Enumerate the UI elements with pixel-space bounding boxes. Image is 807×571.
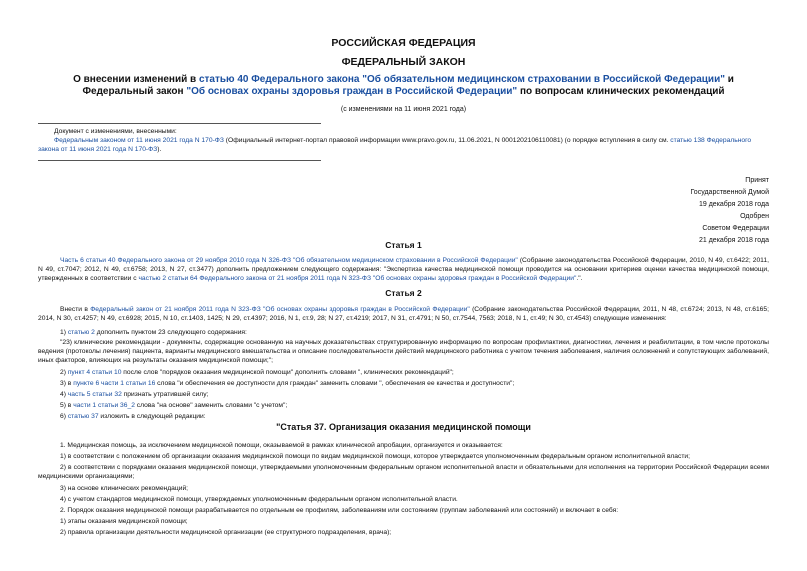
amendment-5-link[interactable]: части 1 статьи 36_2	[73, 402, 135, 409]
amendment-1: 1) статью 2 дополнить пунктом 23 следующего содержания:	[60, 329, 247, 336]
article-2-heading: Статья 2	[385, 288, 422, 298]
adoption-info: Принят Государственной Думой 19 декабря 2018 года Одобрен Советом Федерации 21 декабря 2018 года	[690, 177, 769, 244]
article-37-p4: 3) на основе клинических рекомендаций;	[60, 485, 189, 492]
article-1-heading: Статья 1	[385, 240, 422, 250]
article-1-text: Часть 6 статьи 40 Федерального закона от 29 ноября 2010 года N 326-ФЗ "Об обязательном медицинском страховании в Российской Федерации" (Собрание законодательства Российской Федерации, 2010, N 49, ст.6422; 2011, N 49, ст.7047; 2012, N 49, ст.6758; 2013, N 27, ст.3477) дополнить предложением следующего содержания: "Экспертиза качества медицинской помощи проводится на основании критериев оценки качества медицинской помощи, утвержденных в соответствии с частью 2 статьи 64 Федерального закона от 21 ноября 2011 года N 323-ФЗ "Об основах охраны здоровья граждан в Российской Федерации".".	[38, 257, 769, 282]
divider-top	[38, 123, 321, 124]
article-37-p2: 1) в соответствии с положением об организации оказания медицинской помощи по видам медицинской помощи, которое утверждается уполномоченным федеральным органом исполнительной власти;	[60, 453, 690, 460]
amendment-2: 2) пункт 4 статьи 10 после слов "порядков оказания медицинской помощи" дополнить словами ", клинических рекомендаций";	[60, 369, 454, 376]
changes-text: Федеральным законом от 11 июня 2021 года N 170-ФЗ (Официальный интернет-портал правовой информации www.pravo.gov.ru, 11.06.2021, N 0001202106110081) (о порядке вступления в силу см. статью 138 Федерального закона от 11 июня 2021 года N 170-ФЗ).	[38, 137, 752, 153]
article-37-p6: 2. Порядок оказания медицинской помощи разрабатывается по отдельным ее профилям, заболеваниям или состояниям (группам заболеваний или состояний) и включает в себя:	[60, 507, 619, 514]
amendment-2-link[interactable]: пункт 4 статьи 10	[67, 369, 122, 376]
article-37-p7: 1) этапы оказания медицинской помощи;	[60, 518, 188, 525]
article-37-p5: 4) с учетом стандартов медицинской помощи, утверждаемых уполномоченным федеральным органом исполнительной власти.	[60, 496, 458, 503]
changes-intro: Документ с изменениями, внесенными:	[54, 128, 177, 135]
divider-bottom	[38, 160, 321, 161]
changes-block	[38, 127, 769, 154]
amendment-1-quote: "23) клинические рекомендации - документы, содержащие основанную на научных доказательствах структурированную информацию по вопросам профилактики, диагностики, лечения и реабилитации, в том числе протоколы ведения (протоколы лечения) пациента, варианты медицинского вмешательства и описание последовательности действий медицинского работника с учетом течения заболевания, наличия осложнений и сопутствующих заболеваний, иных факторов, влияющих на результаты оказания медицинской помощи;";	[38, 339, 769, 364]
article-37-p8: 2) правила организации деятельности медицинской организации (ее структурного подразделения, врача);	[60, 529, 392, 536]
article-1-link-326fz[interactable]: Часть 6 статьи 40 Федерального закона от 29 ноября 2010 года N 326-ФЗ "Об обязательном медицинском страховании в Российской Федерации"	[60, 257, 518, 264]
amendment-1-link[interactable]: статью 2	[67, 329, 95, 336]
article-37-p1: 1. Медицинская помощь, за исключением медицинской помощи, оказываемой в рамках клинической апробации, организуется и оказывается:	[60, 442, 503, 449]
amendment-3: 3) в пункте 6 части 1 статьи 16 слова "и обеспечения ее доступности для граждан" заменить словами ", обеспечения ее качества и доступности";	[60, 380, 515, 387]
amendment-3-link[interactable]: пункте 6 части 1 статьи 16	[73, 380, 156, 387]
article-2-link-323fz[interactable]: Федеральный закон от 21 ноября 2011 года N 323-ФЗ "Об основах охраны здоровья граждан в Российской Федерации"	[90, 306, 470, 313]
law-type-heading: ФЕДЕРАЛЬНЫЙ ЗАКОН	[341, 56, 466, 68]
article-37-p3: 2) в соответствии с порядками оказания медицинской помощи, утверждаемыми уполномоченным федеральным органом исполнительной власти и обязательными для исполнения на территории Российской Федерации всеми медицинскими организациями;	[38, 464, 769, 480]
article-2-intro: Внести в Федеральный закон от 21 ноября 2011 года N 323-ФЗ "Об основах охраны здоровья граждан в Российской Федерации" (Собрание законодательства Российской Федерации, 2011, N 48, ст.6724; 2013, N 48, ст.6165; 2014, N 30, ст.4257; N 49, ст.6928; 2015, N 10, ст.1403, 1425; N 29, ст.4397; 2016, N 1, ст.9, 28; N 27, ст.4219; 2017, N 31, ст.4791; N 50, ст.7544, 7563; 2018, N 1, ст.49; N 30, ст.4543) следующие изменения:	[38, 306, 769, 322]
title-link-health-law[interactable]: "Об основах охраны здоровья граждан в Российской Федерации"	[186, 86, 518, 97]
changes-link-170fz[interactable]: Федеральным законом от 11 июня 2021 года N 170-ФЗ	[54, 137, 224, 144]
article-1-link-article-64[interactable]: частью 2 статьи 64 Федерального закона от 21 ноября 2011 года N 323-ФЗ "Об основах охраны здоровья граждан в Российской Федерации"	[138, 275, 577, 282]
revision-note: (с изменениями на 11 июня 2021 года)	[340, 106, 467, 113]
amendment-4: 4) часть 5 статьи 32 признать утратившей силу;	[60, 391, 209, 398]
changes-link-article-138[interactable]: статью 138 Федерального закона от 11 июня 2021 года N 170-ФЗ	[38, 137, 752, 153]
amendment-4-link[interactable]: часть 5 статьи 32	[67, 391, 122, 398]
amendment-6: 6) статью 37 изложить в следующей редакции:	[60, 413, 206, 420]
article-37-heading: "Статья 37. Организация оказания медицинской помощи	[276, 422, 531, 432]
law-title: О внесении изменений в статью 40 Федерального закона "Об обязательном медицинском страховании в Российской Федерации" и Федеральный закон "Об основах охраны здоровья граждан в Российской Федерации" по вопросам клинических рекомендаций	[73, 74, 734, 97]
country-heading: РОССИЙСКАЯ ФЕДЕРАЦИЯ	[331, 37, 476, 49]
amendment-5: 5) в части 1 статьи 36_2 слова "на основе" заменить словами "с учетом";	[60, 402, 288, 409]
amendment-6-link[interactable]: статью 37	[67, 413, 99, 420]
title-link-article-40[interactable]: статью 40 Федерального закона "Об обязательном медицинском страховании в Российской Федерации"	[198, 74, 725, 85]
